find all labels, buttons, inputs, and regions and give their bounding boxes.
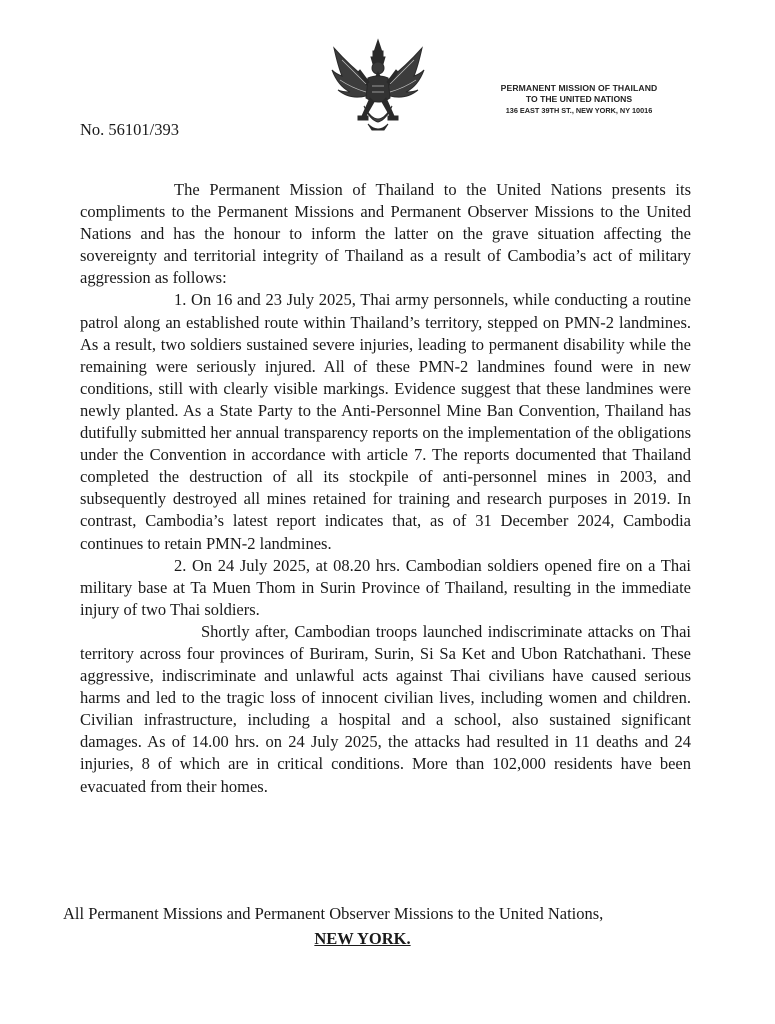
letterhead-line-2: TO THE UNITED NATIONS [525, 94, 633, 104]
letterhead-address: 136 EAST 39TH ST., NEW YORK, NY 10016 [505, 106, 653, 115]
city-text: NEW YORK. [314, 929, 411, 948]
item-1-paragraph: 1. On 16 and 23 July 2025, Thai army personnels, while conducting a routine patrol along an established route within Thailand’s territory, stepped on PMN-2 landmines. As a result, two soldiers sustained severe injuries, leading to permanent disability while the remaining were seriously injured. All of these PMN-2 landmines found were in new conditions, still with clearly visible markings. Evidence suggest that these landmines were newly planted. As a State Party to the Anti-Personnel Mine Ban Convention, Thailand has dutifully submitted her annual transparency reports on the implementation of the obligations under the Convention in accordance with article 7. The reports documented that Thailand completed the destruction of all its stockpile of anti-personnel mines in 2003, and subsequently destroyed all mines retained for training and research purposes in 2019. In contrast, Cambodia’s latest report indicates that, as of 31 December 2024, Cambodia continues to retain PMN-2 landmines. [80, 290, 691, 553]
note-number: No. 56101/393 [80, 120, 179, 139]
addressee: All Permanent Missions and Permanent Observer Missions to the United Nations, [63, 904, 604, 923]
letterhead [494, 83, 664, 116]
note-body [80, 179, 691, 798]
garuda-emblem-icon [328, 36, 428, 136]
addressee-city [0, 929, 775, 949]
intro-paragraph: The Permanent Mission of Thailand to the United Nations presents its compliments to the Permanent Missions and Permanent Observer Missions to the United Nations and has the honour to inform the latter on the grave situation affecting the sovereignty and territorial integrity of Thailand as a result of Cambodia’s act of military aggression as follows: [80, 180, 691, 288]
item-2-continuation-paragraph: Shortly after, Cambodian troops launched indiscriminate attacks on Thai territory across four provinces of Buriram, Surin, Si Sa Ket and Ubon Ratchathani. These aggressive, indiscriminate and unlawful acts against Thai civilians have caused serious harms and led to the tragic loss of innocent civilian lives, including women and children. Civilian infrastructure, including a hospital and a school, also sustained significant damages. As of 14.00 hrs. on 24 July 2025, the attacks had resulted in 11 deaths and 24 injuries, 8 of which are in critical conditions. More than 102,000 residents have been evacuated from their homes. [80, 621, 691, 796]
item-2-paragraph: 2. On 24 July 2025, at 08.20 hrs. Cambodian soldiers opened fire on a Thai military base at Ta Muen Thom in Surin Province of Thailand, resulting in the immediate injury of two Thai soldiers. [80, 555, 691, 619]
letterhead-line-1: PERMANENT MISSION OF THAILAND [500, 83, 658, 93]
